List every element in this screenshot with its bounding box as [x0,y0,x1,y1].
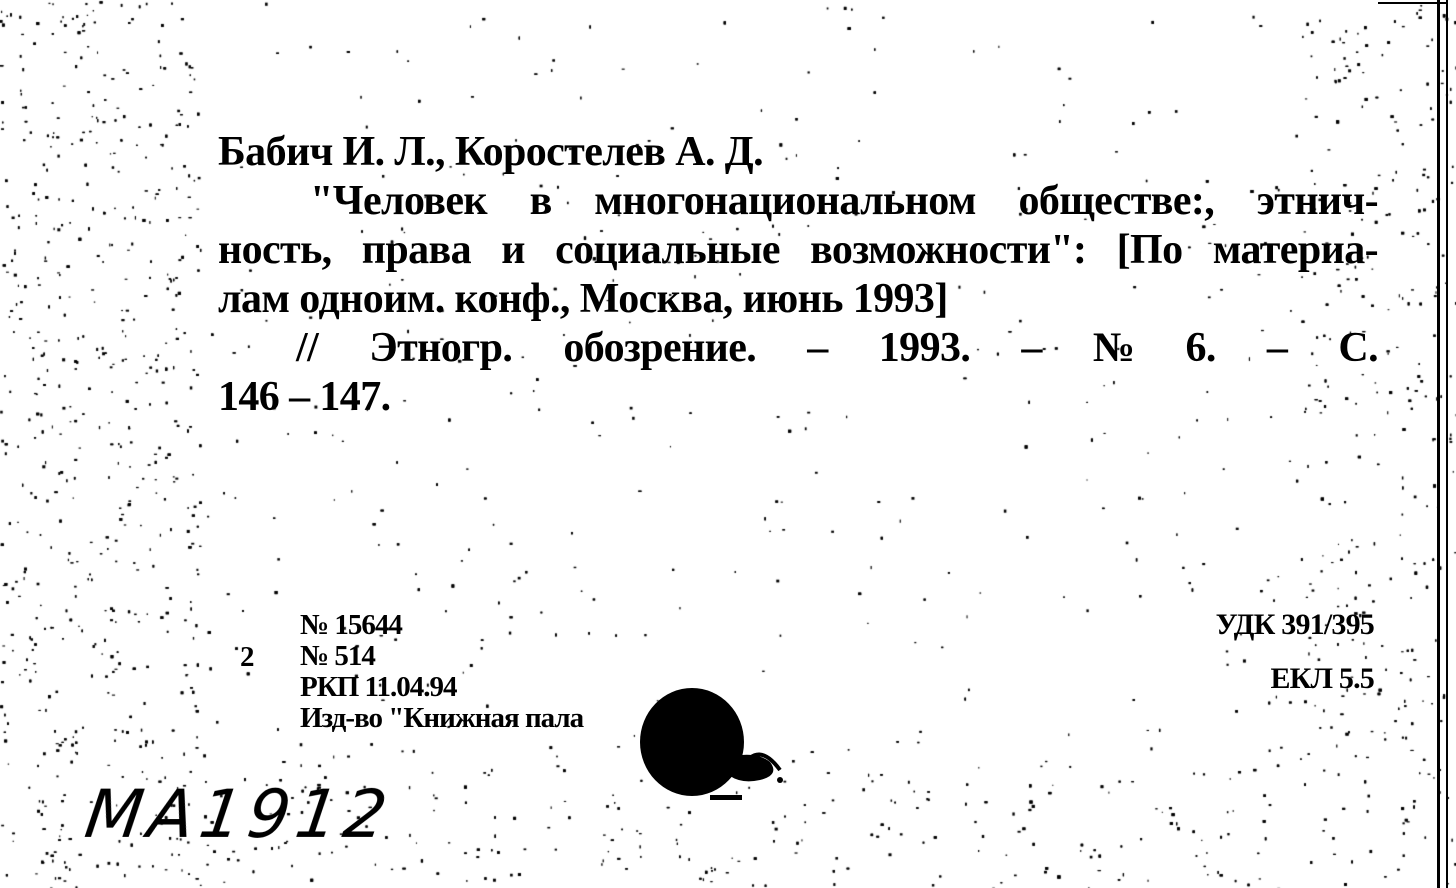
card-edge-right-outer [1446,0,1448,888]
imprint-block [300,610,583,734]
imprint-line-2: № 514 [300,640,375,672]
title-line-1 [218,177,1378,226]
source-line [218,324,1378,373]
card-edge-right [1437,0,1440,888]
ink-blot [630,680,800,810]
copy-number: 2 [240,641,255,673]
classification-block [1216,598,1374,706]
pages: 146 – 147. [218,374,391,420]
imprint-line-1: № 15644 [300,609,402,641]
title-text-2: ность, права и социальные возможности": [По материа- [218,227,1378,273]
imprint-line-4: Изд-во "Книжная пала [300,702,584,734]
authors: Бабич И. Л., Коростелев А. Д. [218,129,763,175]
handwritten-mark: MA1912 [80,776,398,853]
title-line-3 [218,275,1378,324]
title-text-1: "Человек в многонациональном обществе:, этнич- [310,178,1378,224]
bibliographic-entry [218,128,1378,422]
title-text-3: лам одноим. конф., Москва, июнь 1993] [218,276,948,322]
title-line-2 [218,226,1378,275]
ekl-code: ЕКЛ 5.5 [1270,662,1374,695]
udk-code: УДК 391/395 [1215,608,1374,641]
card-edge-top [1378,2,1448,4]
source-text: // Этногр. обозрение. – 1993. – № 6. – С. [296,325,1378,371]
imprint-line-3: РКП 11.04.94 [300,671,457,703]
